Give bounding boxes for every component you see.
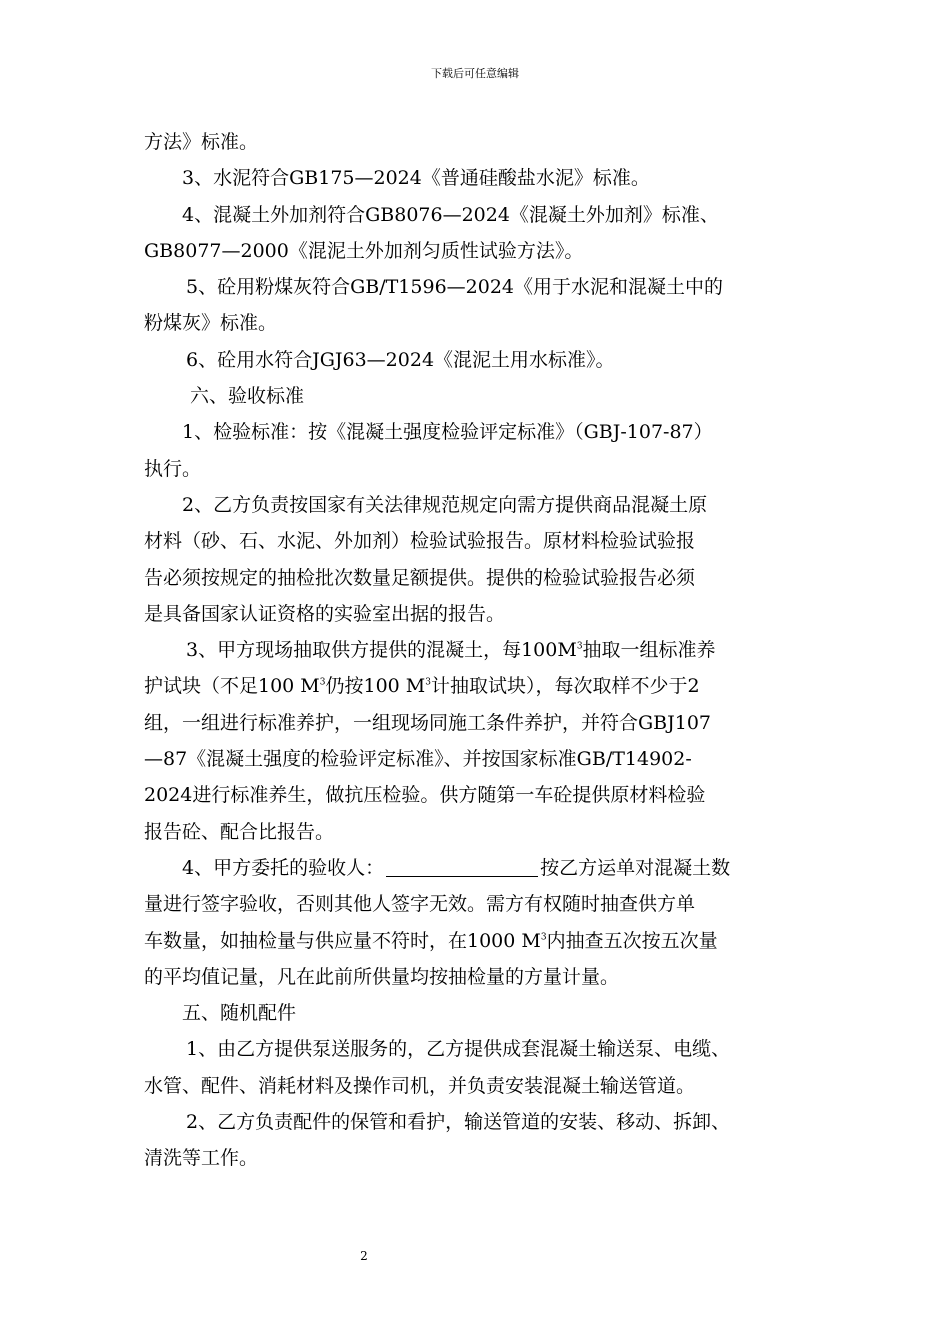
text-line: 清洗等工作。: [144, 1147, 259, 1170]
text-line: 6、砼用水符合JGJ63—2024《混泥土用水标准》。: [186, 348, 615, 371]
text-line: 4、混凝土外加剂符合GB8076—2024《混凝土外加剂》标准、: [182, 203, 719, 226]
text-line: 的平均值记量，凡在此前所供量均按抽检量的方量计量。: [144, 965, 620, 988]
text-line: 护试块（不足100 $M^3$仍按100 $M^3$计抽取试块），每次取样不少于2: [144, 675, 700, 698]
text-line: 4、甲方委托的验收人： 按乙方运单对混凝土数: [182, 856, 731, 879]
section-heading: 六、验收标准: [190, 385, 305, 408]
text-line: 2、乙方负责配件的保管和看护，输送管道的安装、移动、拆卸、: [186, 1111, 731, 1134]
text-line: GB8077—2000《混泥土外加剂匀质性试验方法》。: [144, 239, 584, 262]
text-line: 1、由乙方提供泵送服务的，乙方提供成套混凝土输送泵、电缆、: [186, 1038, 731, 1061]
text-line: 报告砼、配合比报告。: [144, 820, 335, 843]
text-line: 粉煤灰》标准。: [144, 312, 278, 335]
text-line: 量进行签字验收，否则其他人签字无效。需方有权随时抽查供方单: [144, 893, 696, 916]
signature-blank[interactable]: [386, 856, 538, 877]
text-line: 方法》标准。: [144, 131, 259, 153]
section-heading: 五、随机配件: [182, 1002, 297, 1025]
text-line: 水管、配件、消耗材料及操作司机，并负责安装混凝土输送管道。: [144, 1074, 696, 1097]
text-line: 3、甲方现场抽取供方提供的混凝土，每$100M^3$抽取一组标准养: [186, 639, 716, 662]
page-header: 下载后可任意编辑: [431, 67, 519, 80]
text-line: 车数量，如抽检量与供应量不符时，在1000 $M^3$内抽查五次按五次量: [144, 929, 718, 952]
text-line: —87《混凝土强度的检验评定标准》、并按国家标准GB/T14902-: [144, 748, 692, 771]
text-line: 组，一组进行标准养护，一组现场同施工条件养护，并符合GBJ107: [144, 711, 712, 734]
text-line: 材料（砂、石、水泥、外加剂）检验试验报告。原材料检验试验报: [144, 530, 696, 553]
text-line: 2024进行标准养生，做抗压检验。供方随第一车砼提供原材料检验: [144, 784, 706, 807]
text-line: 是具备国家认证资格的实验室出据的报告。: [144, 602, 506, 625]
text-line: 5、砼用粉煤灰符合GB/T1596—2024《用于水泥和混凝土中的: [186, 276, 724, 299]
document-body: [144, 124, 824, 1177]
text-line: 执行。: [144, 457, 202, 480]
text-line: 1、检验标准：按《混凝土强度检验评定标准》（GBJ-107-87）: [182, 421, 713, 444]
page-number: 2: [360, 1249, 368, 1263]
text-line: 2、乙方负责按国家有关法律规范规定向需方提供商品混凝土原: [182, 493, 708, 516]
text-line: 3、水泥符合GB175—2024《普通硅酸盐水泥》标准。: [182, 167, 650, 190]
text-line: 告必须按规定的抽检批次数量足额提供。提供的检验试验报告必须: [144, 566, 696, 589]
